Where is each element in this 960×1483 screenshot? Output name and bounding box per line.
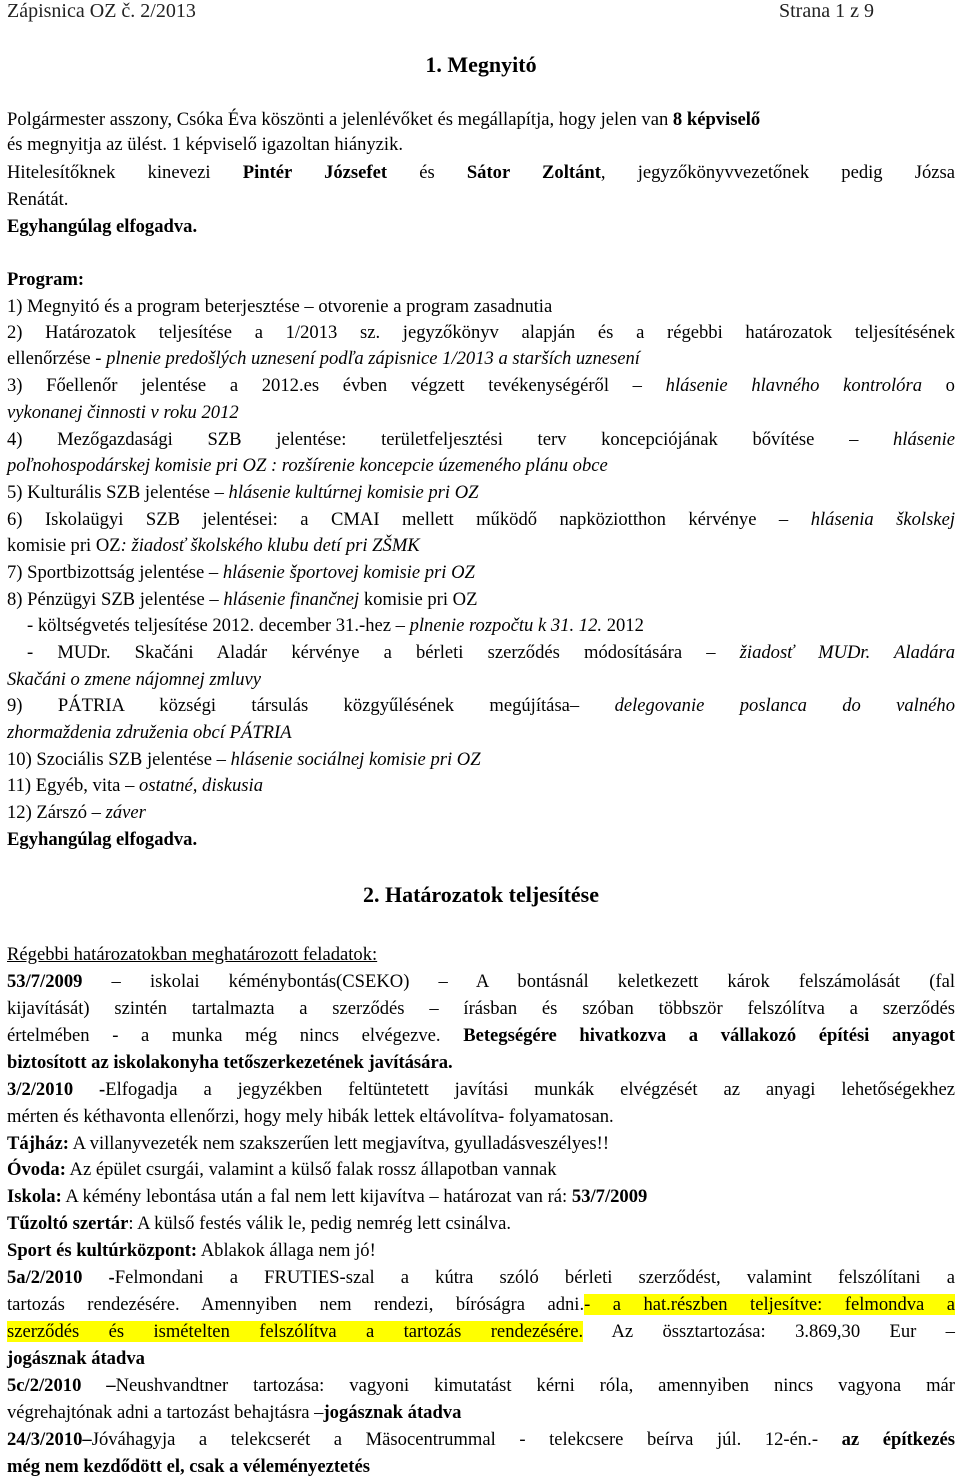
program-item-6: 6) Iskolaügyi SZB jelentései: a CMAI mellett működő napköziotthon kérvénye – hlásenia školskej: [7, 509, 956, 530]
program-item-8-sub-2: - MUDr. Skačáni Aladár kérvénye a bérleti szerződés módosítására – žiadosť MUDr. Aladára: [27, 642, 956, 663]
resolution-line: 5c/2/2010 –Neushvandtner tartozása: vagyoni kimutatást kérni róla, amennyiben nincs vagyona már: [7, 1375, 955, 1396]
program-item-11: 11) Egyéb, vita – ostatné, diskusia: [7, 775, 263, 796]
program-item-6-cont: komisie pri OZ: žiadosť školského klubu detí pri ZŠMK: [7, 535, 420, 556]
resolution-line: Sport és kultúrközpont: Ablakok állaga nem jó!: [7, 1240, 376, 1261]
paragraph-line: és megnyitja az ülést. 1 képviselő igazoltan hiányzik.: [7, 134, 404, 155]
program-item-8: 8) Pénzügyi SZB jelentése – hlásenie finančnej komisie pri OZ: [7, 589, 478, 610]
approved-text: Egyhangúlag elfogadva.: [7, 829, 198, 850]
resolution-line: mérten és kéthavonta ellenőrzi, hogy mely hibák lettek eltávolítva- folyamatosan.: [7, 1106, 614, 1127]
document-title: Zápisnica OZ č. 2/2013: [7, 0, 196, 22]
resolution-line: jogásznak átadva: [7, 1348, 145, 1369]
program-item-3-cont: vykonanej činnosti v roku 2012: [7, 402, 239, 423]
program-item-10: 10) Szociális SZB jelentése – hlásenie sociálnej komisie pri OZ: [7, 749, 481, 770]
resolution-line: Iskola: A kémény lebontása után a fal nem lett kijavítva – határozat van rá: 53/7/2009: [7, 1186, 648, 1207]
program-item-5: 5) Kulturális SZB jelentése – hlásenie kultúrnej komisie pri OZ: [7, 482, 479, 503]
program-item-7: 7) Sportbizottság jelentése – hlásenie športovej komisie pri OZ: [7, 562, 475, 583]
resolution-line: Óvoda: Az épület csurgái, valamint a külső falak rossz állapotban vannak: [7, 1159, 557, 1180]
program-item-4-cont: poľnohospodárskej komisie pri OZ : rozšírenie koncepcie územeného plánu obce: [7, 455, 608, 476]
program-item-1: 1) Megnyitó és a program beterjesztése – otvorenie a program zasadnutia: [7, 296, 553, 317]
resolution-line: szerződés és ismételten felszólítva a tartozás rendezésére. Az össztartozása: 3.869,30 Eur –: [7, 1321, 955, 1342]
highlight: - a hat.részben teljesítve: felmondva a: [584, 1294, 955, 1315]
program-item-3: 3) Főellenőr jelentése a 2012.es évben végzett tevékenységéről – hlásenie hlavného kontrolóra o: [7, 375, 955, 396]
resolution-line: 53/7/2009 – iskolai kéménybontás(CSEKO) – A bontásnál keletkezett károk felszámolását (fal: [7, 971, 955, 992]
page-number: Strana 1 z 9: [779, 0, 874, 22]
resolution-line: kijavítását) szintén tartalmazta a szerződés – írásban és szóban többször felszólítva a szerződés: [7, 998, 955, 1019]
program-item-12: 12) Zárszó – záver: [7, 802, 146, 823]
resolution-line: 5a/2/2010 -Felmondani a FRUTIES-szal a kútra szóló bérleti szerződést, valamint felszólítani a: [7, 1267, 955, 1288]
resolution-line: 24/3/2010–Jóváhagyja a telekcserét a Mäsocentrummal - telekcsere beírva júl. 12-én.- az építkezés: [7, 1429, 956, 1450]
resolution-line: még nem kezdődött el, csak a véleményeztetés: [7, 1456, 370, 1477]
resolution-line: Tájház: A villanyvezeték nem szakszerűen lett megjavítva, gyulladásveszélyes!!: [7, 1133, 610, 1154]
resolution-line: biztosított az iskolakonyha tetőszerkezetének javítására.: [7, 1052, 453, 1073]
section-2-title: 2. Határozatok teljesítése: [362, 882, 600, 907]
resolution-line: 3/2/2010 -Elfogadja a jegyzékben feltüntetett javítási munkák elvégzését az anyagi lehetőségekhez: [7, 1079, 955, 1100]
program-item-2: 2) Határozatok teljesítése a 1/2013 sz. jegyzőkönyv alapján és a régebbi határozatok teljesítésének: [7, 322, 955, 343]
program-item-8-sub-2-cont: Skačáni o zmene nájomnej zmluvy: [7, 669, 262, 690]
program-label: Program:: [7, 269, 85, 290]
program-item-8-sub-1: - költségvetés teljesítése 2012. december 31.-hez – plnenie rozpočtu k 31. 12. 2012: [27, 615, 644, 636]
resolution-line: tartozás rendezésére. Amennyiben nem rendezi, bíróságra adni.- a hat.részben teljesítve: felmondva a: [7, 1294, 955, 1315]
section-2-subtitle: Régebbi határozatokban meghatározott feladatok:: [7, 944, 378, 965]
highlight: szerződés és ismételten felszólítva a tartozás rendezésére.: [7, 1321, 584, 1342]
program-item-9-cont: zhormaždenia združenia obcí PÁTRIA: [7, 722, 292, 743]
paragraph-line: Polgármester asszony, Csóka Éva köszönti a jelenlévőket és megállapítja, hogy jelen van 8 képviselő: [7, 109, 761, 130]
approved-text: Egyhangúlag elfogadva.: [7, 216, 198, 237]
paragraph-line: Renátát.: [7, 189, 69, 210]
program-item-2-cont: ellenőrzése - plnenie predošlých uznesení podľa zápisnice 1/2013 a starších uznesení: [7, 348, 640, 369]
section-1-title: 1. Megnyitó: [425, 52, 537, 77]
program-item-9: 9) PÁTRIA községi társulás közgyűlésének megújítása– delegovanie poslanca do valného: [7, 695, 955, 716]
resolution-line: értelmében - a munka még nincs elvégezve. Betegségére hivatkozva a vállakozó építési anyagot: [7, 1025, 955, 1046]
resolution-line: Tűzoltó szertár: A külső festés válik le, pedig nemrég lett csinálva.: [7, 1213, 511, 1234]
paragraph-line: Hitelesítőknek kinevezi Pintér Józsefet és Sátor Zoltánt, jegyzőkönyvvezetőnek pedig Józsa: [7, 162, 955, 183]
resolution-line: végrehajtónak adni a tartozást behajtásra –jogásznak átadva: [7, 1402, 462, 1423]
program-item-4: 4) Mezőgazdasági SZB jelentése: területfeljesztési terv koncepciójának bővítése – hlásenie: [7, 429, 955, 450]
